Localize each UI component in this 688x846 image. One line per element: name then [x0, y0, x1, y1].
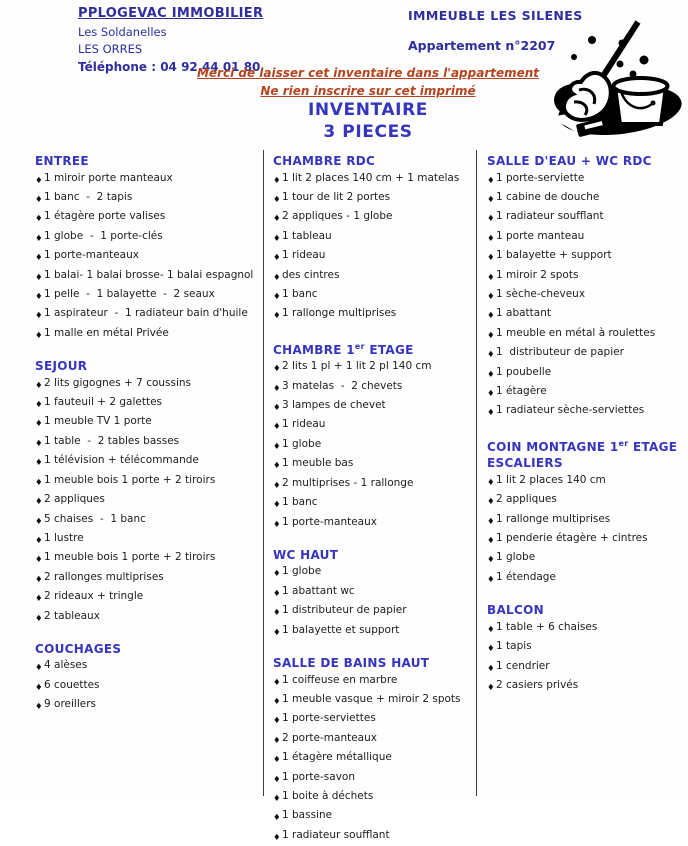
- item-label: 2 rallonges multiprises: [44, 570, 164, 583]
- diamond-bullet-icon: ♦: [35, 702, 43, 713]
- inventory-item: [35, 228, 263, 247]
- diamond-bullet-icon: ♦: [487, 175, 495, 186]
- diamond-bullet-icon: ♦: [35, 291, 43, 302]
- diamond-bullet-icon: ♦: [273, 569, 281, 580]
- diamond-bullet-icon: ♦: [35, 380, 43, 391]
- diamond-bullet-icon: ♦: [35, 555, 43, 566]
- inventory-item: [273, 189, 471, 208]
- diamond-bullet-icon: ♦: [35, 175, 43, 186]
- item-label: 1 penderie étagère + cintres: [496, 532, 648, 544]
- inventory-item: [35, 413, 263, 432]
- inventory-item: [273, 788, 471, 807]
- item-label: 1 lustre: [44, 531, 84, 544]
- item-label: 1 fauteuil + 2 galettes: [44, 396, 163, 409]
- item-label: 1 étendage: [496, 570, 556, 583]
- inventory-item: [273, 228, 471, 247]
- item-label: 1 coiffeuse en marbre: [282, 673, 398, 686]
- diamond-bullet-icon: ♦: [273, 233, 281, 244]
- item-label: 1 cendrier: [496, 659, 550, 672]
- inventory-item: [273, 397, 471, 416]
- inventory-item: [35, 569, 263, 588]
- diamond-bullet-icon: ♦: [35, 194, 43, 205]
- inventory-section: [487, 602, 686, 696]
- inventory-item: [273, 563, 471, 582]
- inventory-item: [35, 657, 263, 676]
- inventory-item: [487, 344, 686, 363]
- item-label: 1 balayette + support: [496, 249, 612, 262]
- inventory-item: [273, 247, 471, 266]
- diamond-bullet-icon: ♦: [273, 677, 281, 688]
- diamond-bullet-icon: ♦: [487, 388, 495, 399]
- title-line-2: 3 PIECES: [323, 121, 413, 142]
- agency-city: LES ORRES: [78, 42, 143, 56]
- inventory-item: [35, 286, 263, 305]
- diamond-bullet-icon: ♦: [35, 497, 43, 508]
- inventory-item: [35, 394, 263, 413]
- diamond-bullet-icon: ♦: [273, 291, 281, 302]
- item-label: 1 table + 6 chaises: [496, 620, 598, 633]
- inventory-item: [35, 325, 263, 344]
- notice-block: [48, 64, 688, 100]
- agency-residence: Les Soldanelles: [78, 24, 167, 39]
- item-label: 2 multiprises - 1 rallonge: [282, 476, 414, 489]
- item-label: 3 matelas - 2 chevets: [282, 379, 403, 392]
- diamond-bullet-icon: ♦: [487, 555, 495, 566]
- item-label: 1 meuble bois 1 porte + 2 tiroirs: [44, 551, 216, 564]
- agency-name: PPLOGEVAC IMMOBILIER: [78, 6, 264, 21]
- section-title: WC HAUT: [273, 547, 339, 562]
- inventory-section: [273, 547, 471, 641]
- inventory-item: [273, 267, 471, 286]
- item-label: 1 télévision + télécommande: [44, 454, 199, 467]
- diamond-bullet-icon: ♦: [487, 408, 495, 419]
- inventory-item: [35, 267, 263, 286]
- diamond-bullet-icon: ♦: [273, 403, 281, 414]
- inventory-item: [273, 475, 471, 494]
- diamond-bullet-icon: ♦: [273, 627, 281, 638]
- diamond-bullet-icon: ♦: [273, 175, 281, 186]
- inventory-item: [273, 436, 471, 455]
- inventory-item: [273, 358, 471, 377]
- diamond-bullet-icon: ♦: [35, 233, 43, 244]
- item-label: 1 aspirateur - 1 radiateur bain d'huile: [44, 307, 248, 320]
- item-label: 1 meuble vasque + miroir 2 spots: [282, 692, 461, 705]
- apartment-number: Appartement n°2207: [408, 38, 556, 53]
- inventory-item: [35, 433, 263, 452]
- inventory-item: [487, 569, 686, 588]
- inventory-item: [487, 364, 686, 383]
- item-label: 2 appliques: [496, 493, 557, 506]
- item-label: 2 appliques: [44, 493, 105, 506]
- inventory-item: [487, 491, 686, 510]
- diamond-bullet-icon: ♦: [35, 594, 43, 605]
- item-label: 1 miroir porte manteaux: [44, 171, 173, 184]
- inventory-item: [487, 638, 686, 657]
- diamond-bullet-icon: ♦: [487, 233, 495, 244]
- inventory-item: [273, 622, 471, 641]
- inventory-item: [487, 208, 686, 227]
- item-label: 2 casiers privés: [496, 678, 579, 691]
- inventory-item: [35, 511, 263, 530]
- diamond-bullet-icon: ♦: [273, 480, 281, 491]
- item-label: 1 radiateur soufflant: [496, 210, 604, 223]
- item-label: 1 table - 2 tables basses: [44, 434, 180, 447]
- diamond-bullet-icon: ♦: [273, 755, 281, 766]
- diamond-bullet-icon: ♦: [273, 735, 281, 746]
- inventory-item: [35, 472, 263, 491]
- inventory-item: [273, 455, 471, 474]
- inventory-item: [35, 189, 263, 208]
- document-title: [48, 100, 688, 143]
- item-label: 1 étagère métallique: [282, 751, 392, 764]
- inventory-columns: [35, 150, 686, 843]
- diamond-bullet-icon: ♦: [35, 682, 43, 693]
- item-label: 1 étagère porte valises: [44, 210, 166, 223]
- inventory-item: [487, 228, 686, 247]
- inventory-item: [273, 691, 471, 710]
- diamond-bullet-icon: ♦: [487, 253, 495, 264]
- item-label: 2 rideaux + tringle: [44, 590, 144, 603]
- inventory-item: [273, 378, 471, 397]
- inventory-item: [487, 247, 686, 266]
- inventory-item: [273, 416, 471, 435]
- item-label: 1 meuble bois 1 porte + 2 tiroirs: [44, 473, 216, 486]
- diamond-bullet-icon: ♦: [273, 793, 281, 804]
- title-line-1: INVENTAIRE: [307, 100, 428, 120]
- inventory-item: [487, 549, 686, 568]
- inventory-column: [263, 150, 477, 843]
- item-label: 1 tableau: [282, 229, 332, 242]
- inventory-item: [273, 730, 471, 749]
- inventory-column: [477, 150, 686, 796]
- diamond-bullet-icon: ♦: [35, 477, 43, 488]
- diamond-bullet-icon: ♦: [487, 663, 495, 674]
- item-label: 1 meuble en métal à roulettes: [496, 326, 656, 339]
- diamond-bullet-icon: ♦: [273, 311, 281, 322]
- item-label: 1 pelle - 1 balayette - 2 seaux: [44, 287, 215, 300]
- inventory-item: [487, 619, 686, 638]
- diamond-bullet-icon: ♦: [35, 663, 43, 674]
- diamond-bullet-icon: ♦: [35, 438, 43, 449]
- inventory-item: [273, 827, 471, 846]
- item-label: 1 étagère: [496, 384, 547, 397]
- diamond-bullet-icon: ♦: [273, 716, 281, 727]
- diamond-bullet-icon: ♦: [35, 400, 43, 411]
- inventory-item: [487, 189, 686, 208]
- inventory-item: [35, 549, 263, 568]
- section-title: COIN MONTAGNE 1er ETAGE: [487, 438, 678, 454]
- diamond-bullet-icon: ♦: [273, 461, 281, 472]
- diamond-bullet-icon: ♦: [487, 369, 495, 380]
- diamond-bullet-icon: ♦: [487, 272, 495, 283]
- inventory-item: [273, 710, 471, 729]
- item-label: 5 chaises - 1 banc: [44, 512, 146, 525]
- inventory-item: [487, 383, 686, 402]
- item-label: 1 porte-savon: [282, 770, 355, 783]
- inventory-column: [35, 150, 263, 796]
- item-label: 2 tableaux: [44, 609, 100, 622]
- item-label: 2 lits gigognes + 7 coussins: [44, 376, 192, 389]
- item-label: 1 banc - 2 tapis: [44, 190, 133, 203]
- item-label: 9 oreillers: [44, 698, 96, 711]
- item-label: 2 porte-manteaux: [282, 731, 377, 744]
- section-title: BALCON: [487, 603, 544, 618]
- inventory-item: [487, 658, 686, 677]
- inventory-section: [273, 655, 471, 846]
- section-title: SALLE DE BAINS HAUT: [273, 656, 430, 671]
- inventory-section: [35, 641, 263, 716]
- inventory-item: [35, 696, 263, 715]
- inventory-item: [35, 677, 263, 696]
- building-name: IMMEUBLE LES SILENES: [408, 8, 583, 23]
- diamond-bullet-icon: ♦: [273, 588, 281, 599]
- diamond-bullet-icon: ♦: [35, 214, 43, 225]
- diamond-bullet-icon: ♦: [487, 311, 495, 322]
- inventory-item: [487, 402, 686, 421]
- diamond-bullet-icon: ♦: [35, 330, 43, 341]
- inventory-section: [487, 436, 686, 588]
- inventory-section: [273, 339, 471, 533]
- inventory-section: [273, 153, 471, 325]
- item-label: 1 lit 2 places 140 cm: [496, 473, 606, 486]
- inventory-item: [35, 208, 263, 227]
- inventory-item: [273, 305, 471, 324]
- diamond-bullet-icon: ♦: [35, 253, 43, 264]
- diamond-bullet-icon: ♦: [273, 194, 281, 205]
- diamond-bullet-icon: ♦: [487, 644, 495, 655]
- item-label: 2 lits 1 pl + 1 lit 2 pl 140 cm: [282, 360, 432, 373]
- diamond-bullet-icon: ♦: [487, 194, 495, 205]
- diamond-bullet-icon: ♦: [273, 774, 281, 785]
- diamond-bullet-icon: ♦: [487, 624, 495, 635]
- inventory-item: [35, 305, 263, 324]
- inventory-item: [273, 583, 471, 602]
- item-label: 1 lit 2 places 140 cm + 1 matelas: [282, 171, 460, 184]
- diamond-bullet-icon: ♦: [35, 574, 43, 585]
- inventory-item: [35, 530, 263, 549]
- item-label: 1 balai- 1 balai brosse- 1 balai espagnol: [44, 268, 254, 281]
- item-label: 1 porte-manteaux: [44, 249, 139, 262]
- diamond-bullet-icon: ♦: [487, 497, 495, 508]
- agency-phone: Téléphone : 04 92 44 01 80: [78, 59, 261, 74]
- item-label: 1 rideau: [282, 249, 326, 262]
- diamond-bullet-icon: ♦: [487, 536, 495, 546]
- diamond-bullet-icon: ♦: [487, 516, 495, 527]
- inventory-item: [35, 491, 263, 510]
- item-label: 1 radiateur sèche-serviettes: [496, 404, 645, 417]
- diamond-bullet-icon: ♦: [487, 350, 495, 361]
- inventory-item: [273, 672, 471, 691]
- diamond-bullet-icon: ♦: [273, 422, 281, 433]
- item-label: 1 tapis: [496, 640, 532, 653]
- diamond-bullet-icon: ♦: [35, 419, 43, 430]
- item-label: 1 poubelle: [496, 365, 552, 378]
- diamond-bullet-icon: ♦: [273, 441, 281, 452]
- notice-line-1: Merci de laisser cet inventaire dans l'appartement: [196, 66, 540, 80]
- diamond-bullet-icon: ♦: [487, 682, 495, 693]
- item-label: 1 globe: [496, 551, 536, 564]
- item-label: 1 miroir 2 spots: [496, 268, 579, 281]
- inventory-item: [487, 286, 686, 305]
- diamond-bullet-icon: ♦: [487, 574, 495, 585]
- inventory-item: [487, 267, 686, 286]
- inventory-item: [273, 602, 471, 621]
- item-label: 1 rideau: [282, 418, 326, 431]
- diamond-bullet-icon: ♦: [273, 272, 281, 283]
- diamond-bullet-icon: ♦: [487, 477, 495, 488]
- item-label: 1 meuble TV 1 porte: [44, 415, 152, 428]
- item-label: 1 distributeur de papier: [496, 346, 624, 359]
- item-label: 1 porte-manteaux: [282, 515, 377, 528]
- diamond-bullet-icon: ♦: [35, 272, 43, 283]
- inventory-item: [273, 807, 471, 826]
- diamond-bullet-icon: ♦: [35, 613, 43, 624]
- inventory-item: [487, 170, 686, 189]
- inventory-section: [35, 153, 263, 344]
- inventory-section: [487, 153, 686, 422]
- inventory-item: [273, 514, 471, 533]
- diamond-bullet-icon: ♦: [487, 291, 495, 302]
- diamond-bullet-icon: ♦: [273, 832, 281, 843]
- inventory-item: [273, 170, 471, 189]
- item-label: 1 abattant: [496, 307, 551, 320]
- item-label: 1 balayette et support: [282, 623, 400, 636]
- diamond-bullet-icon: ♦: [273, 519, 281, 530]
- inventory-item: [35, 375, 263, 394]
- item-label: 1 rallonge multiprises: [496, 512, 611, 525]
- inventory-item: [487, 677, 686, 696]
- item-label: 1 abattant wc: [282, 584, 355, 597]
- item-label: 1 radiateur soufflant: [282, 828, 390, 841]
- diamond-bullet-icon: ♦: [273, 696, 281, 707]
- item-label: 1 tour de lit 2 portes: [282, 190, 391, 203]
- diamond-bullet-icon: ♦: [273, 813, 281, 824]
- item-label: 1 boite à déchets: [282, 789, 374, 802]
- section-title: SALLE D'EAU + WC RDC: [487, 154, 652, 168]
- item-label: 4 alèses: [44, 659, 88, 672]
- item-label: 1 globe - 1 porte-clés: [44, 229, 163, 242]
- diamond-bullet-icon: ♦: [35, 516, 43, 527]
- item-label: des cintres: [282, 268, 340, 281]
- section-title: COUCHAGES: [35, 641, 122, 656]
- diamond-bullet-icon: ♦: [487, 214, 495, 225]
- inventory-item: [487, 472, 686, 491]
- item-label: 1 cabine de douche: [496, 190, 600, 203]
- section-title: CHAMBRE 1er ETAGE: [273, 341, 414, 357]
- diamond-bullet-icon: ♦: [487, 330, 495, 341]
- inventory-item: [273, 494, 471, 513]
- inventory-item: [487, 511, 686, 530]
- item-label: 1 malle en métal Privée: [44, 326, 169, 339]
- inventory-item: [273, 286, 471, 305]
- section-title-line2: ESCALIERS: [487, 456, 563, 471]
- item-label: 1 porte-serviette: [496, 171, 585, 184]
- section-title: SEJOUR: [35, 359, 88, 374]
- inventory-item: [487, 305, 686, 324]
- item-label: 1 sèche-cheveux: [496, 287, 586, 300]
- inventory-item: [487, 530, 686, 549]
- inventory-item: [273, 749, 471, 768]
- diamond-bullet-icon: ♦: [35, 458, 43, 469]
- diamond-bullet-icon: ♦: [35, 535, 43, 546]
- item-label: 1 bassine: [282, 809, 333, 822]
- diamond-bullet-icon: ♦: [273, 383, 281, 394]
- item-label: 2 appliques - 1 globe: [282, 210, 393, 223]
- item-label: 1 distributeur de papier: [282, 604, 407, 617]
- diamond-bullet-icon: ♦: [273, 500, 281, 511]
- inventory-item: [487, 325, 686, 344]
- inventory-section: [35, 358, 263, 627]
- notice-line-2: Ne rien inscrire sur cet imprimé: [260, 84, 476, 98]
- inventory-item: [35, 608, 263, 627]
- inventory-item: [273, 208, 471, 227]
- item-label: 6 couettes: [44, 678, 100, 691]
- inventory-item: [273, 769, 471, 788]
- item-label: 1 globe: [282, 565, 322, 578]
- inventory-item: [35, 170, 263, 189]
- item-label: 3 lampes de chevet: [282, 399, 386, 412]
- inventory-item: [35, 452, 263, 471]
- diamond-bullet-icon: ♦: [273, 253, 281, 264]
- inventory-item: [35, 247, 263, 266]
- item-label: 1 rallonge multiprises: [282, 307, 397, 320]
- item-label: 1 banc: [282, 287, 318, 300]
- item-label: 1 banc: [282, 496, 318, 509]
- diamond-bullet-icon: ♦: [273, 214, 281, 225]
- section-title: ENTREE: [35, 154, 89, 168]
- diamond-bullet-icon: ♦: [273, 364, 281, 375]
- section-title: CHAMBRE RDC: [273, 154, 376, 168]
- item-label: 1 meuble bas: [282, 457, 354, 470]
- item-label: 1 porte manteau: [496, 229, 585, 242]
- inventory-item: [35, 588, 263, 607]
- item-label: 1 globe: [282, 437, 322, 450]
- diamond-bullet-icon: ♦: [273, 608, 281, 619]
- diamond-bullet-icon: ♦: [35, 311, 43, 322]
- item-label: 1 porte-serviettes: [282, 712, 376, 725]
